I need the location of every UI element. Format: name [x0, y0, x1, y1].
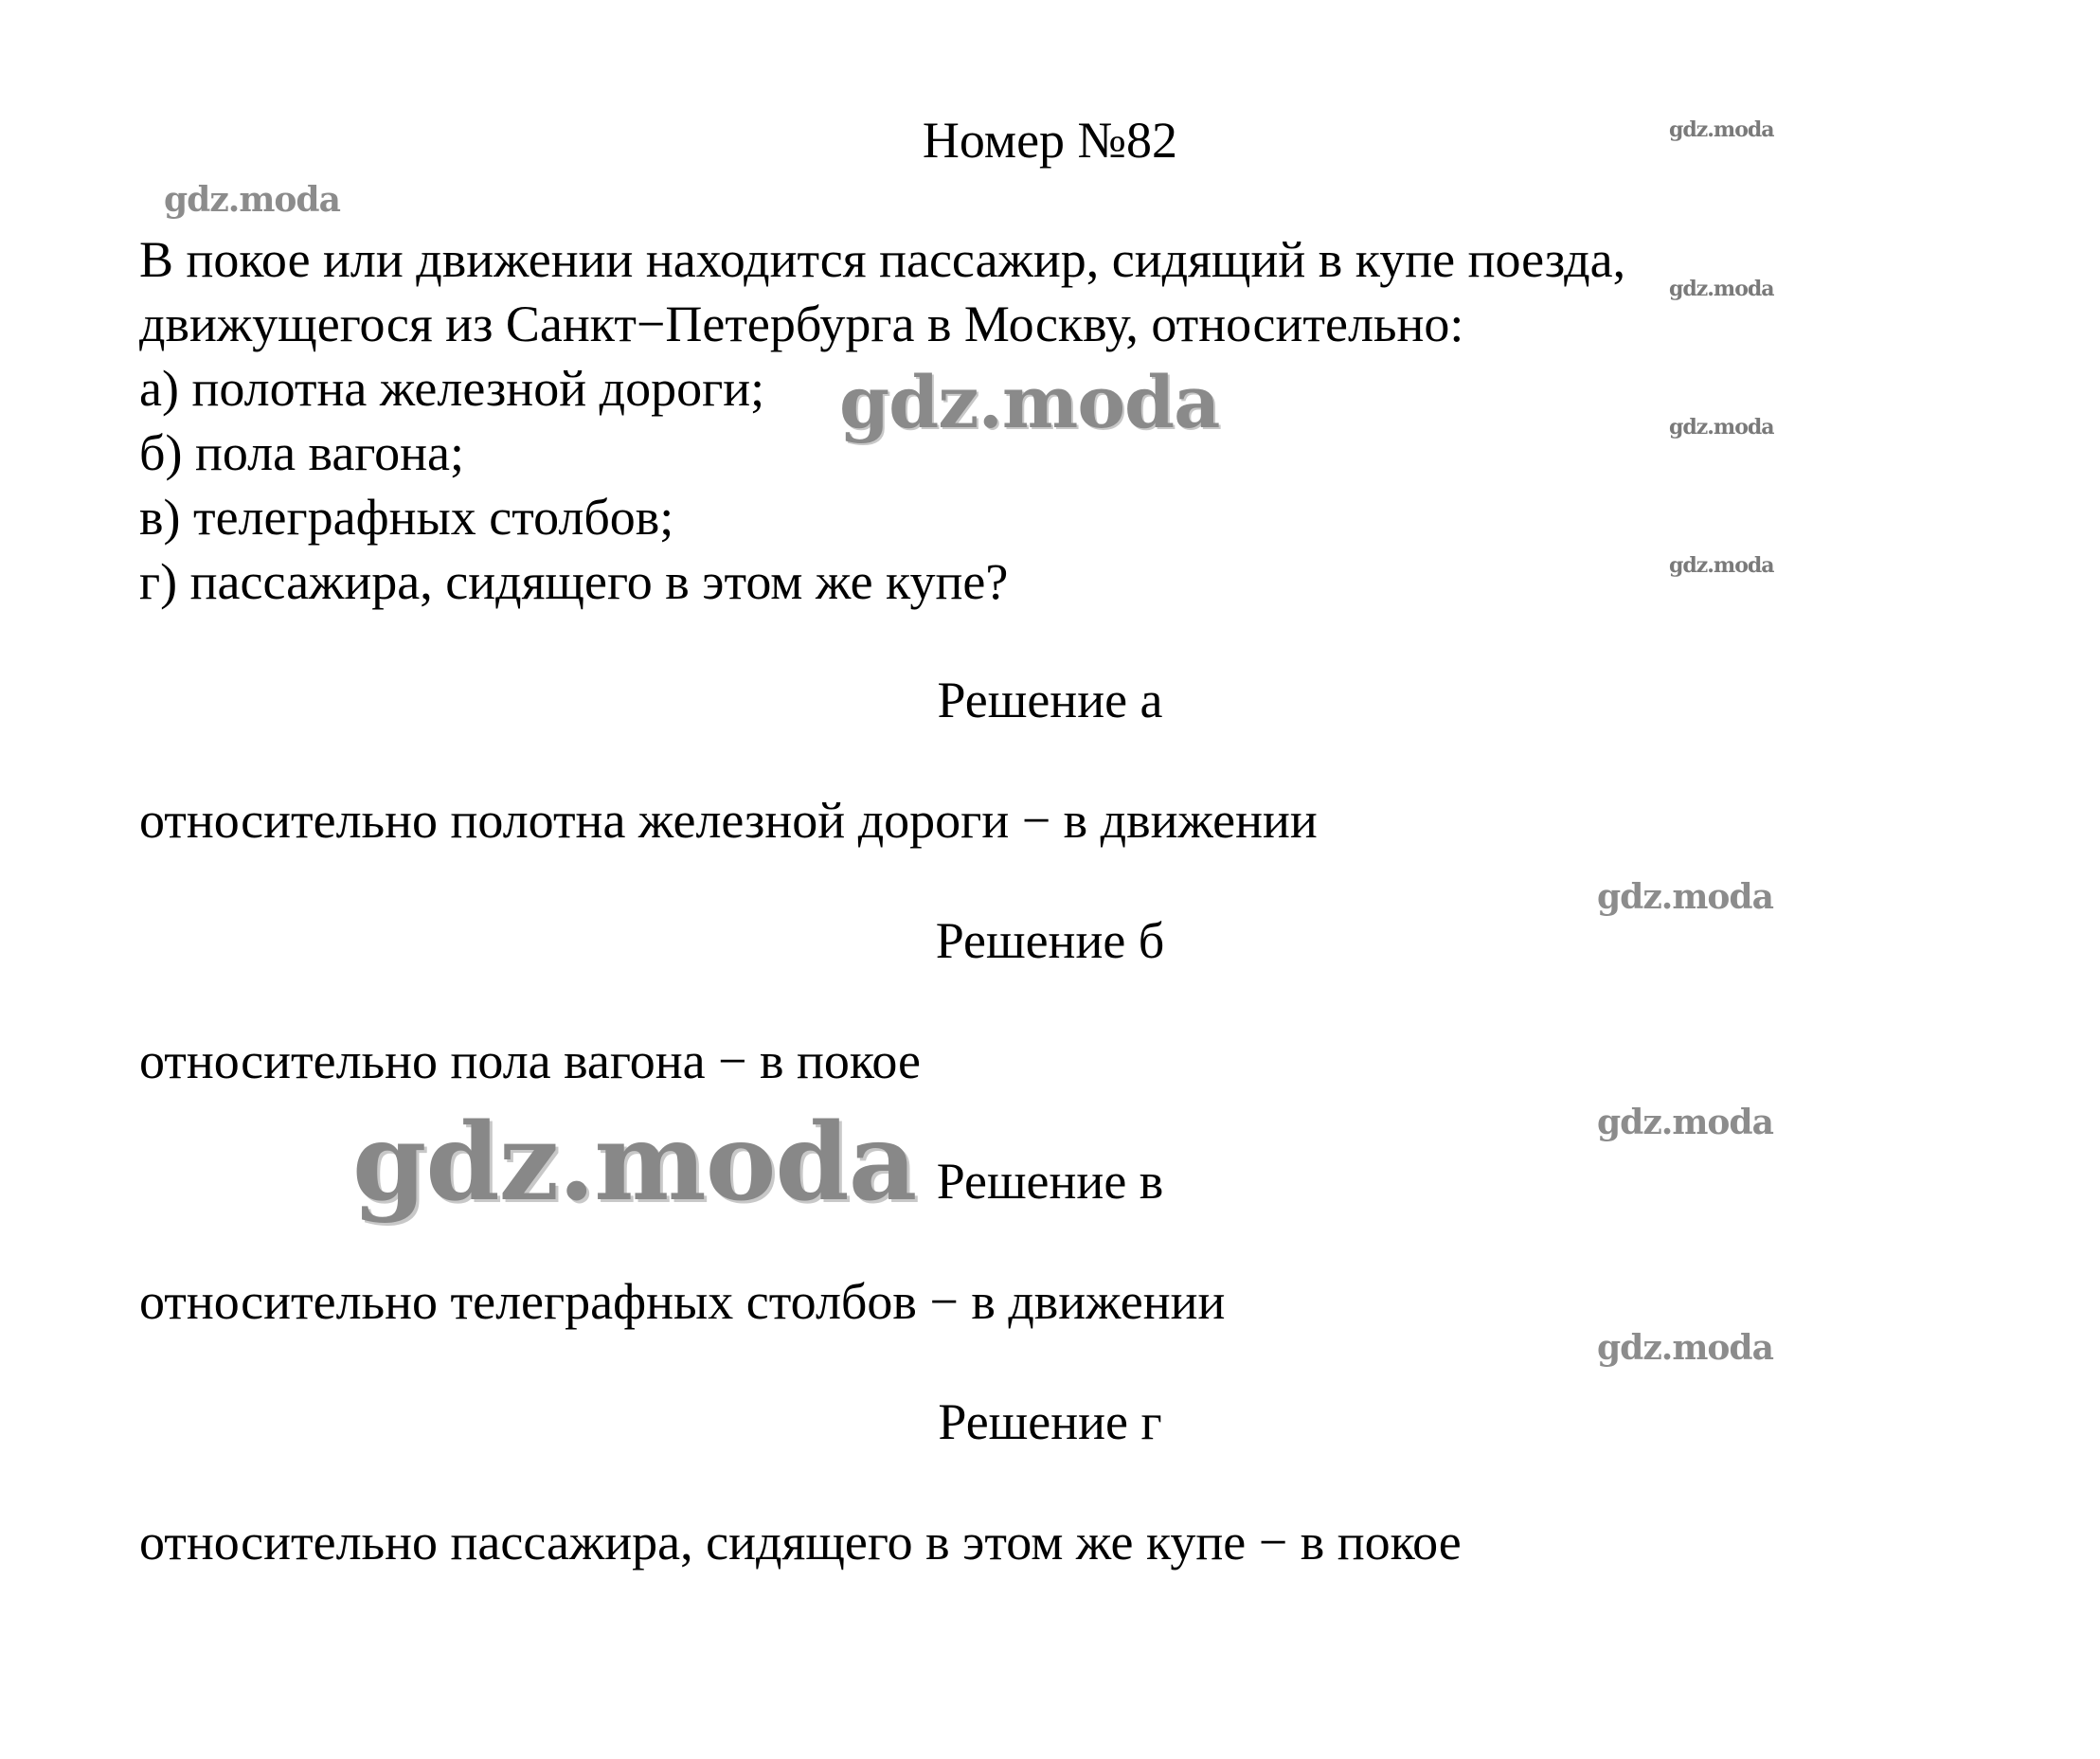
- solution-answer-b: относительно пола вагона − в покое: [139, 1032, 922, 1089]
- watermark-logo: gdz.moda: [1597, 1328, 1773, 1368]
- watermark-logo: gdz.moda: [164, 180, 340, 220]
- watermark-logo: gdz.moda: [1597, 877, 1773, 917]
- watermark-logo: gdz.moda: [839, 360, 1220, 444]
- question-option-b: б) пола вагона;: [139, 424, 464, 481]
- solution-answer-c: относительно телеграфных столбов − в движении: [139, 1273, 1226, 1330]
- page-title: Номер №82: [922, 112, 1178, 169]
- question-option-d: г) пассажира, сидящего в этом же купе?: [139, 553, 1009, 610]
- solution-heading-b: Решение б: [935, 912, 1165, 969]
- question-line: В покое или движении находится пассажир, сидящий в купе поезда,: [139, 231, 1626, 288]
- solution-answer-d: относительно пассажира, сидящего в этом же купе − в покое: [139, 1514, 1462, 1571]
- solution-heading-d: Решение г: [938, 1393, 1162, 1450]
- watermark-logo: gdz.moda: [1669, 415, 1774, 440]
- solution-heading-c: Решение в: [936, 1153, 1164, 1210]
- watermark-logo: gdz.moda: [1669, 553, 1774, 578]
- watermark-logo: gdz.moda: [1597, 1103, 1773, 1142]
- question-line: движущегося из Санкт−Петербурга в Москву, относительно:: [139, 296, 1464, 352]
- solution-answer-a: относительно полотна железной дороги − в движении: [139, 792, 1318, 849]
- question-option-c: в) телеграфных столбов;: [139, 489, 674, 546]
- solution-heading-a: Решение а: [937, 672, 1163, 728]
- watermark-logo: gdz.moda: [1669, 117, 1774, 142]
- question-option-a: а) полотна железной дороги;: [139, 360, 765, 417]
- watermark-logo: gdz.moda: [1669, 277, 1774, 301]
- watermark-logo: gdz.moda: [352, 1101, 917, 1225]
